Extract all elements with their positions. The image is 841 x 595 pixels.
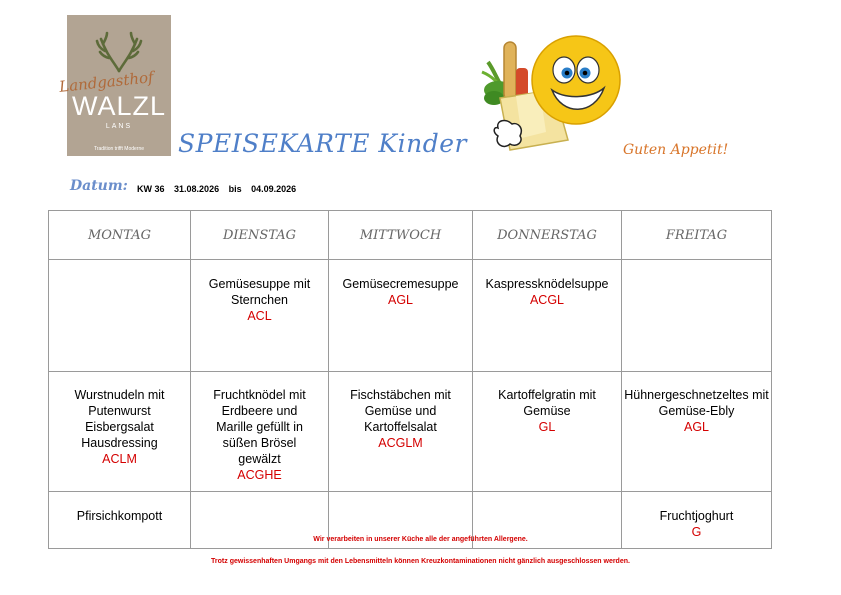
menu-cell: [329, 260, 473, 372]
menu-cell: [473, 260, 622, 372]
restaurant-logo: [58, 15, 171, 156]
main-course-row: [49, 372, 772, 492]
menu-cell: [622, 260, 772, 372]
day-header: FREITAG: [622, 211, 772, 260]
soup-row: [49, 260, 772, 372]
logo-tagline: Tradition trifft Moderne: [93, 146, 145, 152]
dish-name: Pfirsichkompott: [76, 509, 163, 523]
day-header: DONNERSTAG: [473, 211, 622, 260]
smiley-shopping-bag-icon: [476, 32, 626, 157]
dish-name: Hühnergeschnetzeltes mit Gemüse-Ebly: [624, 388, 769, 418]
allergen-codes: ACGL: [529, 293, 565, 307]
date-range: [137, 184, 303, 194]
date-separator: bis: [228, 184, 242, 194]
date-from: 31.08.2026: [174, 184, 220, 194]
logo-name: WALZL: [71, 91, 166, 121]
day-header-row: [49, 211, 772, 260]
dish-name: Fruchtjoghurt: [659, 509, 734, 523]
logo-town: LANS: [105, 123, 133, 130]
dish-name: Fischstäbchen mit Gemüse und Kartoffelsalat: [350, 388, 451, 434]
dish-name: Wurstnudeln mit Putenwurst Eisbergsalat Hausdressing: [74, 388, 165, 450]
day-header: MONTAG: [49, 211, 191, 260]
allergen-codes: GL: [538, 420, 556, 434]
allergen-codes: AGL: [387, 293, 413, 307]
dish-name: Kartoffelgratin mit Gemüse: [498, 388, 596, 418]
allergen-codes: AGL: [683, 420, 709, 434]
menu-cell: [49, 372, 191, 492]
menu-cell: [191, 372, 329, 492]
calendar-week: KW 36: [137, 184, 165, 194]
page-title: SPEISEKARTE Kinder: [178, 129, 467, 158]
dish-name: Gemüsesuppe mit Sternchen: [208, 277, 311, 307]
antler-icon: [95, 31, 143, 73]
date-label: Datum:: [70, 178, 128, 194]
contamination-note: Trotz gewissenhaften Umgangs mit den Lebensmitteln können Kreuzkontaminationen nicht gänzlich ausgeschlossen werden.: [211, 558, 630, 565]
allergen-codes: ACLM: [102, 452, 137, 466]
menu-cell: [329, 372, 473, 492]
dish-name: Kaspressknödelsuppe: [485, 277, 609, 291]
dish-name: Fruchtknödel mit Erdbeere und Marille gefüllt in süßen Brösel gewälzt: [213, 388, 306, 466]
menu-cell: [49, 260, 191, 372]
allergen-codes: G: [691, 525, 702, 539]
greeting-text: Guten Appetit!: [623, 142, 729, 158]
dish-name: Gemüsecremesuppe: [342, 277, 459, 291]
allergen-codes: ACGLM: [378, 436, 423, 450]
date-to: 04.09.2026: [251, 184, 297, 194]
day-header: DIENSTAG: [191, 211, 329, 260]
menu-cell: [191, 260, 329, 372]
allergen-codes: ACL: [247, 309, 272, 323]
day-header: MITTWOCH: [329, 211, 473, 260]
menu-cell: [622, 372, 772, 492]
logo-script-text: Landgasthof: [58, 68, 155, 96]
menu-cell: [473, 372, 622, 492]
allergen-note: Wir verarbeiten in unserer Küche alle der angeführten Allergene.: [313, 536, 528, 543]
allergen-codes: ACGHE: [237, 468, 282, 482]
menu-table: [48, 210, 772, 549]
